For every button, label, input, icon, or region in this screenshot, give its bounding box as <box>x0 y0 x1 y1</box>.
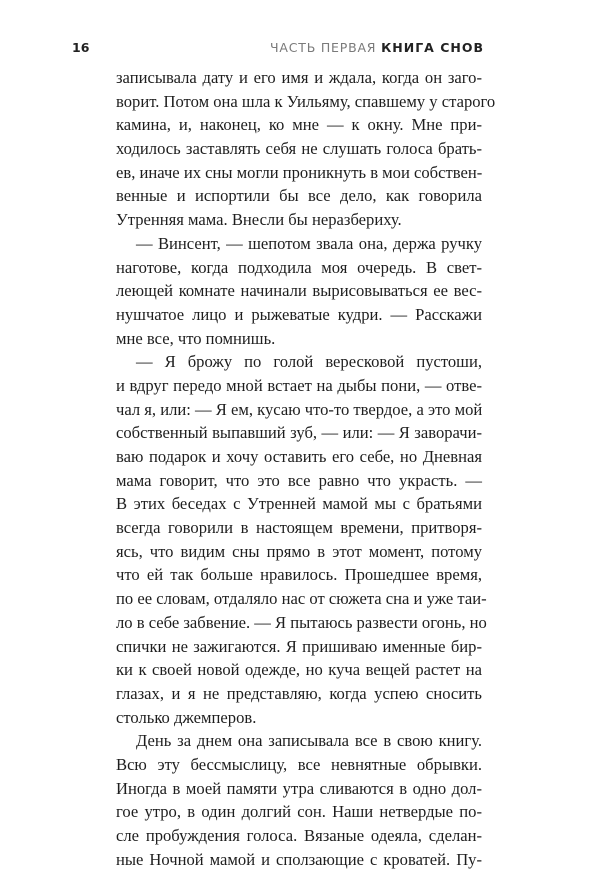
text-line: — Я брожу по голой вересковой пустоши, <box>136 352 482 372</box>
text-line: ваю подарок и хочу оставить его себе, но Дневная <box>116 447 482 466</box>
text-line: мне все, что помнишь. <box>116 328 276 348</box>
text-line: леющей комнате начинали вырисовываться ее вес- <box>116 281 482 301</box>
running-head <box>270 40 484 56</box>
text-line: по ее словам, отдаляло нас от сюжета сна и уже таи- <box>116 589 487 609</box>
text-line: сле пробуждения голоса. Вязаные одеяла, сделан- <box>116 826 482 845</box>
text-line: ходилось заставлять себя не слушать голоса брать- <box>116 139 482 159</box>
text-line: нушчатое лицо и рыжеватые кудри. — Расскажи <box>116 304 482 324</box>
text-line: ворит. Потом она шла к Уильяму, спавшему у старого <box>116 91 496 111</box>
text-line: В этих беседах с Утренней мамой мы с братьями <box>116 494 482 514</box>
text-line: и вдруг передо мной встает на дыбы пони, — отве- <box>116 375 482 395</box>
text-line: наготове, когда подходила моя очередь. В свет- <box>116 257 482 277</box>
text-line: глазах, и я не представляю, когда успею сносить <box>116 683 482 703</box>
text-line: венные и испортили бы все дело, как говорила <box>116 186 482 206</box>
text-line: ев, иначе их сны могли проникнуть в мои собствен- <box>116 162 483 182</box>
page-header <box>72 40 484 56</box>
text-line: записывала дату и его имя и ждала, когда он заго- <box>116 68 482 87</box>
text-line: День за днем она записывала все в свою книгу. <box>136 731 482 751</box>
text-line: ки к своей новой одежде, но куча вещей растет на <box>116 660 482 680</box>
body-text <box>116 66 496 871</box>
text-line: мама говорит, что это все равно что украсть. — <box>116 470 482 490</box>
text-line: ло в себе забвение. — Я пытаюсь развести огонь, но <box>116 612 487 632</box>
text-line: гое утро, в один долгий сон. Наши нетвердые по- <box>116 802 482 822</box>
text-line: столько джемперов. <box>116 707 257 727</box>
text-line: всегда говорили в настоящем времени, притворя- <box>116 518 482 538</box>
text-line: Иногда в моей памяти утра сливаются в одно дол- <box>116 778 482 798</box>
text-line: что ей так больше нравилось. Прошедшее время, <box>116 565 482 585</box>
text-line: камина, и, наконец, ко мне — к окну. Мне при- <box>116 115 482 135</box>
text-line: спички не зажигаются. Я пришиваю именные бир- <box>116 636 482 656</box>
text-line: ясь, что видим сны прямо в этот момент, потому <box>116 541 482 561</box>
page-number: 16 <box>72 40 90 55</box>
text-line: собственный выпавший зуб, — или: — Я заворачи- <box>116 423 482 443</box>
text-line: чал я, или: — Я ем, кусаю что-то твердое, а это мой <box>116 399 483 419</box>
text-line: ные Ночной мамой и сползающие с кроватей. Пу- <box>116 849 482 869</box>
text-line: Утренняя мама. Внесли бы неразбериху. <box>116 210 402 230</box>
text-line: Всю эту бессмыслицу, все невнятные обрывки. <box>116 754 482 774</box>
part-label: ЧАСТЬ ПЕРВАЯ <box>270 40 377 55</box>
text-line: — Винсент, — шепотом звала она, держа ручку <box>136 233 482 253</box>
book-label: КНИГА СНОВ <box>381 40 484 55</box>
